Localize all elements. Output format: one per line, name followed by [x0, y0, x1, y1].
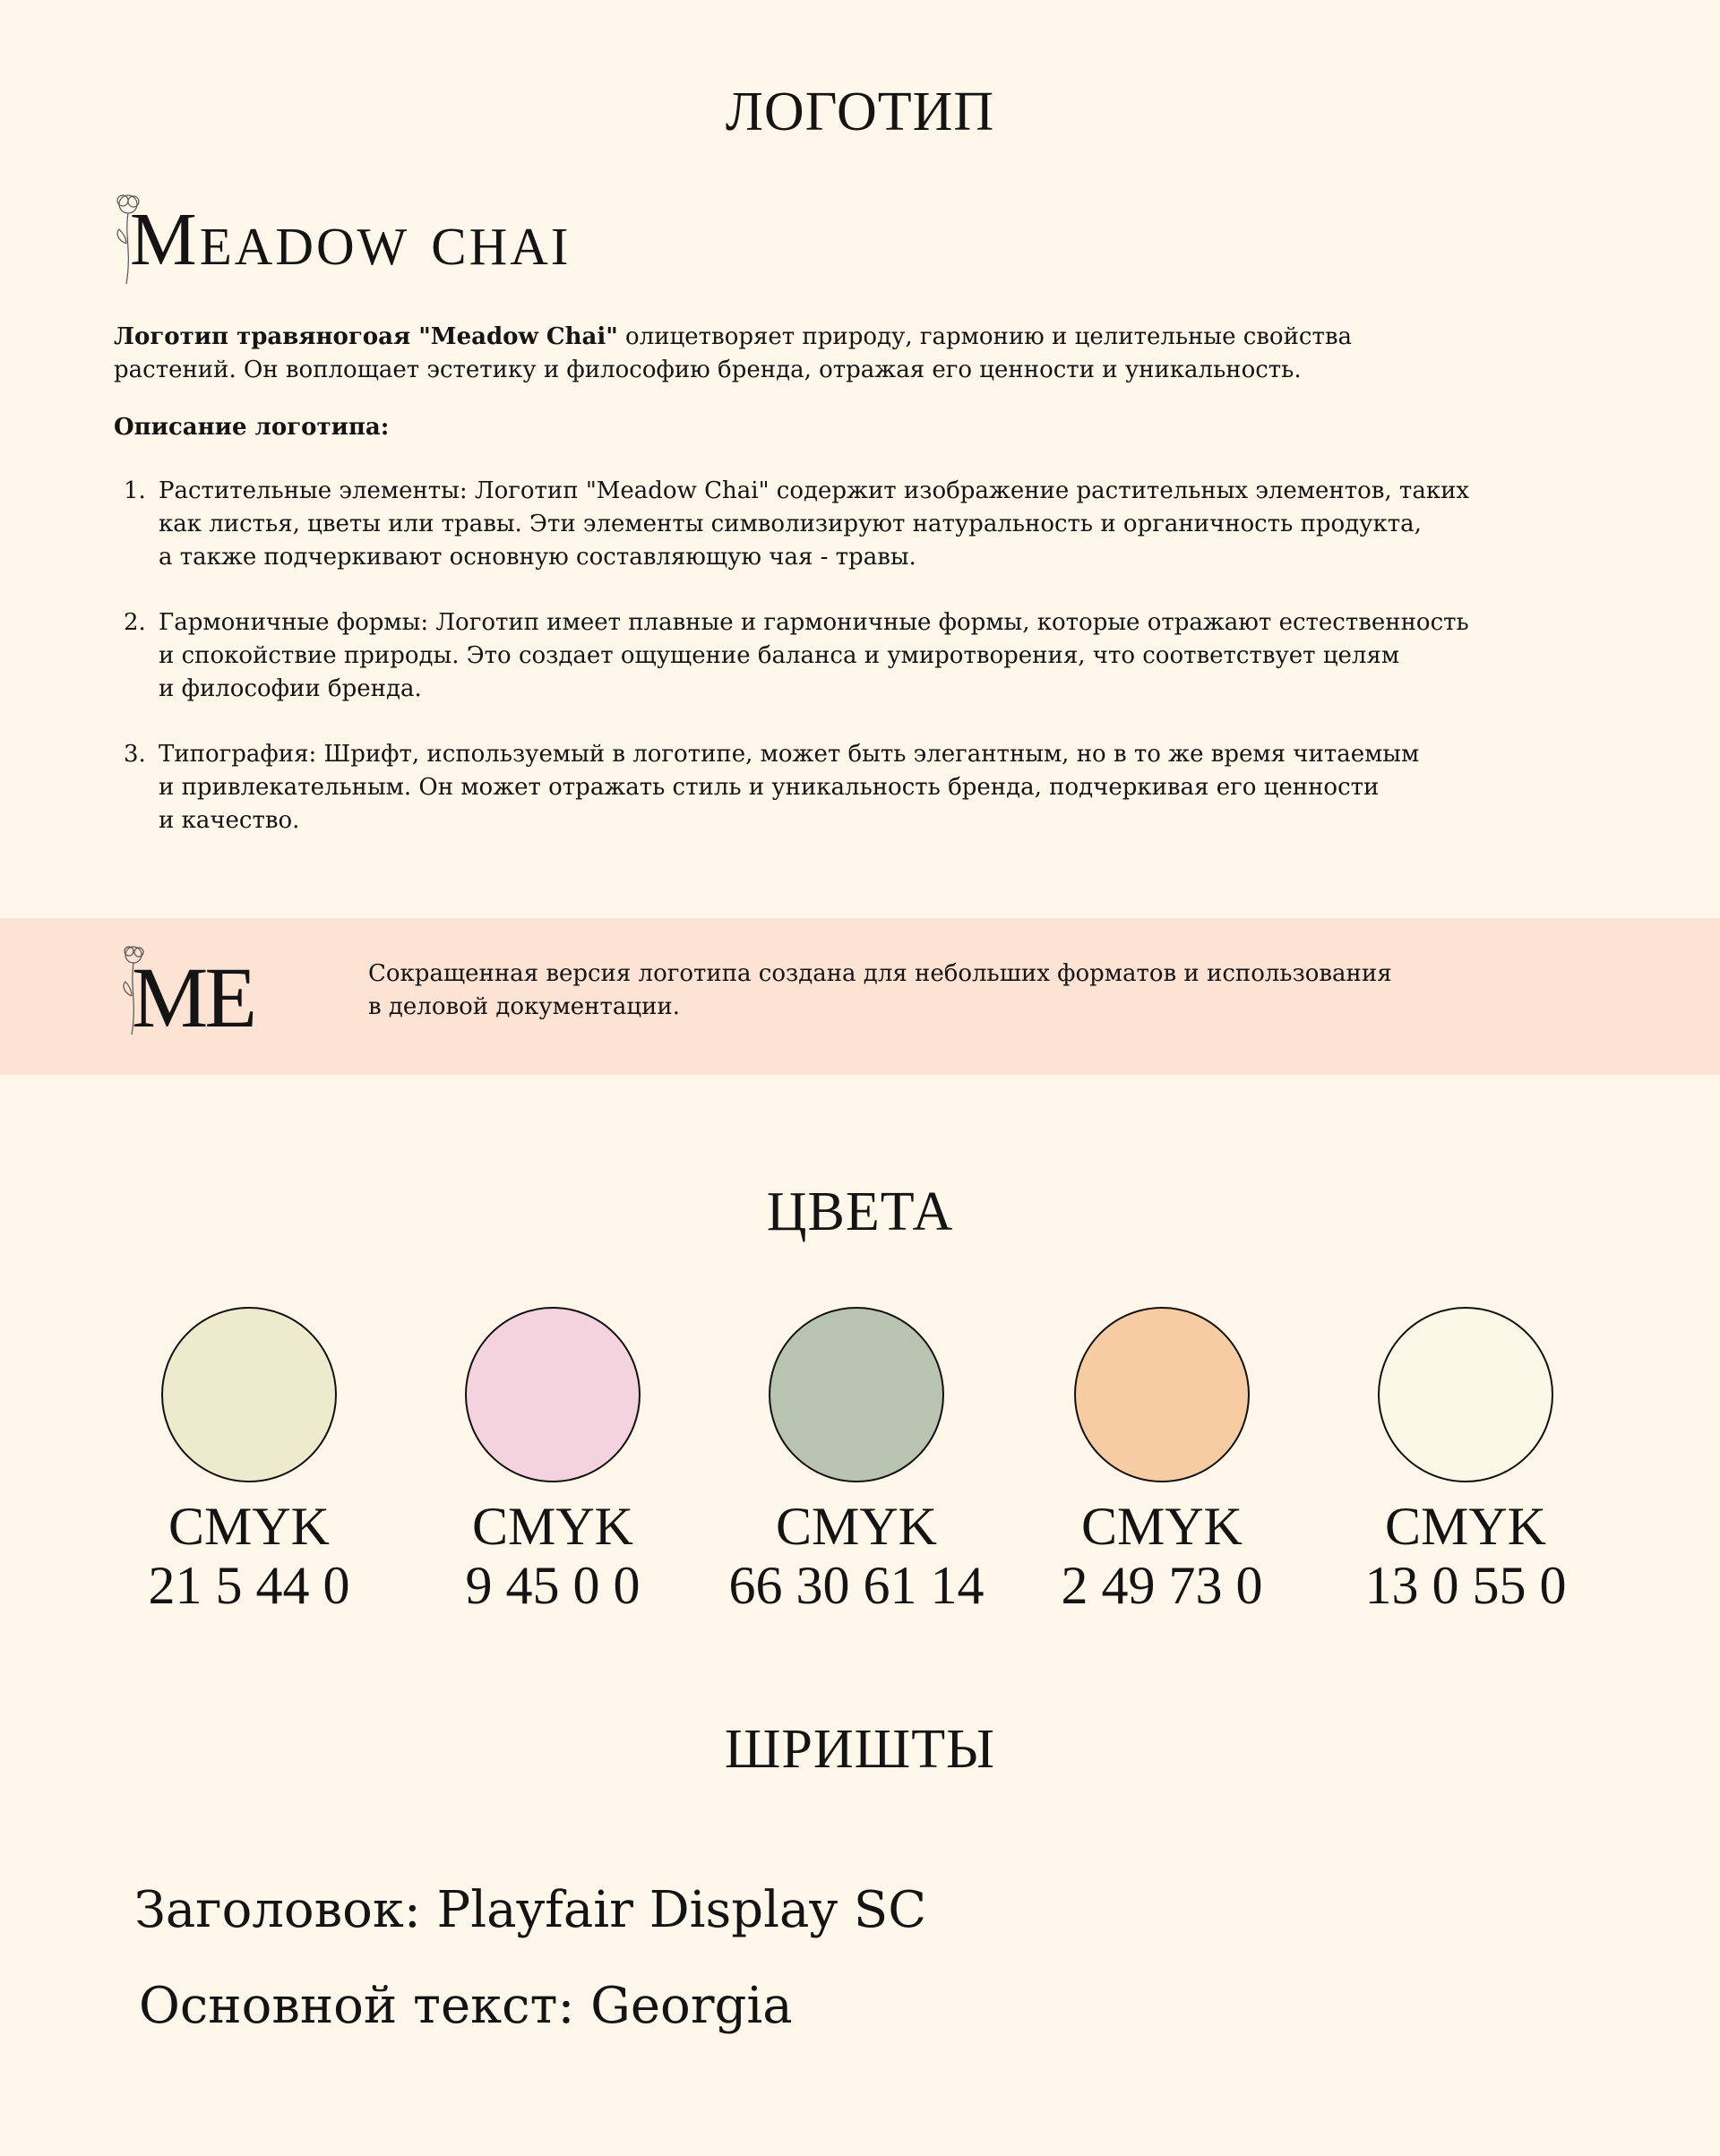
intro-text-line2: растений. Он воплощает эстетику и философию бренда, отражая его ценности и уникальность.: [114, 356, 1302, 383]
color-swatch-circle: [1074, 1307, 1250, 1482]
intro-text: олицетворяет природу, гармонию и целительные свойства: [617, 323, 1352, 350]
swatch-cmyk-values: 21 5 44 0: [148, 1556, 350, 1615]
color-swatch-circle: [1378, 1307, 1553, 1482]
description-list: [124, 475, 1647, 837]
list-item: 2. Гармоничные формы: Логотип имеет плавные и гармоничные формы, которые отражают естественность и спокойствие природы. Это создает ощущение баланса и умиротворения, что соответствует целям и философии бренда.: [124, 609, 1469, 702]
fonts-section-title: ШРИШТЫ: [724, 1719, 996, 1780]
color-swatch-circle: [161, 1307, 337, 1482]
swatch-cmyk-label: CMYK: [775, 1497, 938, 1556]
intro-bold: Логотип травяногоая "Meadow Chai": [114, 323, 618, 350]
swatch-cmyk-label: CMYK: [1080, 1497, 1243, 1556]
body-font-info: Основной текст: Georgia: [139, 1977, 793, 2035]
swatch-cmyk-values: 9 45 0 0: [465, 1556, 641, 1615]
swatch-cmyk-label: CMYK: [1384, 1497, 1547, 1556]
logo-intro: [114, 321, 1637, 387]
short-logo-description: Сокращенная версия логотипа создана для небольших форматов и использования в деловой документации.: [368, 960, 1392, 1020]
color-swatch-circle: [465, 1307, 641, 1482]
color-swatch-circle: [769, 1307, 944, 1482]
description-heading: Описание логотипа:: [114, 414, 390, 441]
swatch-cmyk-label: CMYK: [471, 1497, 634, 1556]
short-logo: ME: [119, 941, 262, 1041]
short-logo-band: [0, 918, 1720, 1075]
list-item: 3. Типография: Шрифт, используемый в логотипе, может быть элегантным, но в то же время читаемым и привлекательным. Он может отражать стиль и уникальность бренда, подчеркивая его ценности и качество.: [124, 741, 1420, 834]
swatch-cmyk-values: 13 0 55 0: [1364, 1556, 1567, 1615]
swatch-cmyk-values: 66 30 61 14: [728, 1556, 985, 1615]
swatch-cmyk-label: CMYK: [168, 1497, 331, 1556]
meadow-chai-logo: Meadow chai: [112, 190, 614, 290]
swatch-cmyk-values: 2 49 73 0: [1061, 1556, 1263, 1615]
heading-font-info: Заголовок: Playfair Display SC: [134, 1881, 927, 1939]
colors-section-title: ЦВЕТА: [766, 1181, 954, 1242]
list-item: 1. Растительные элементы: Логотип "Meadow Chai" содержит изображение растительных элементов, таких как листья, цветы или травы. Эти элементы символизируют натуральность и органичность продукта, а также подчеркивают основную составляющую чая - травы.: [124, 477, 1470, 571]
logo-section-title: ЛОГОТИП: [725, 82, 995, 142]
